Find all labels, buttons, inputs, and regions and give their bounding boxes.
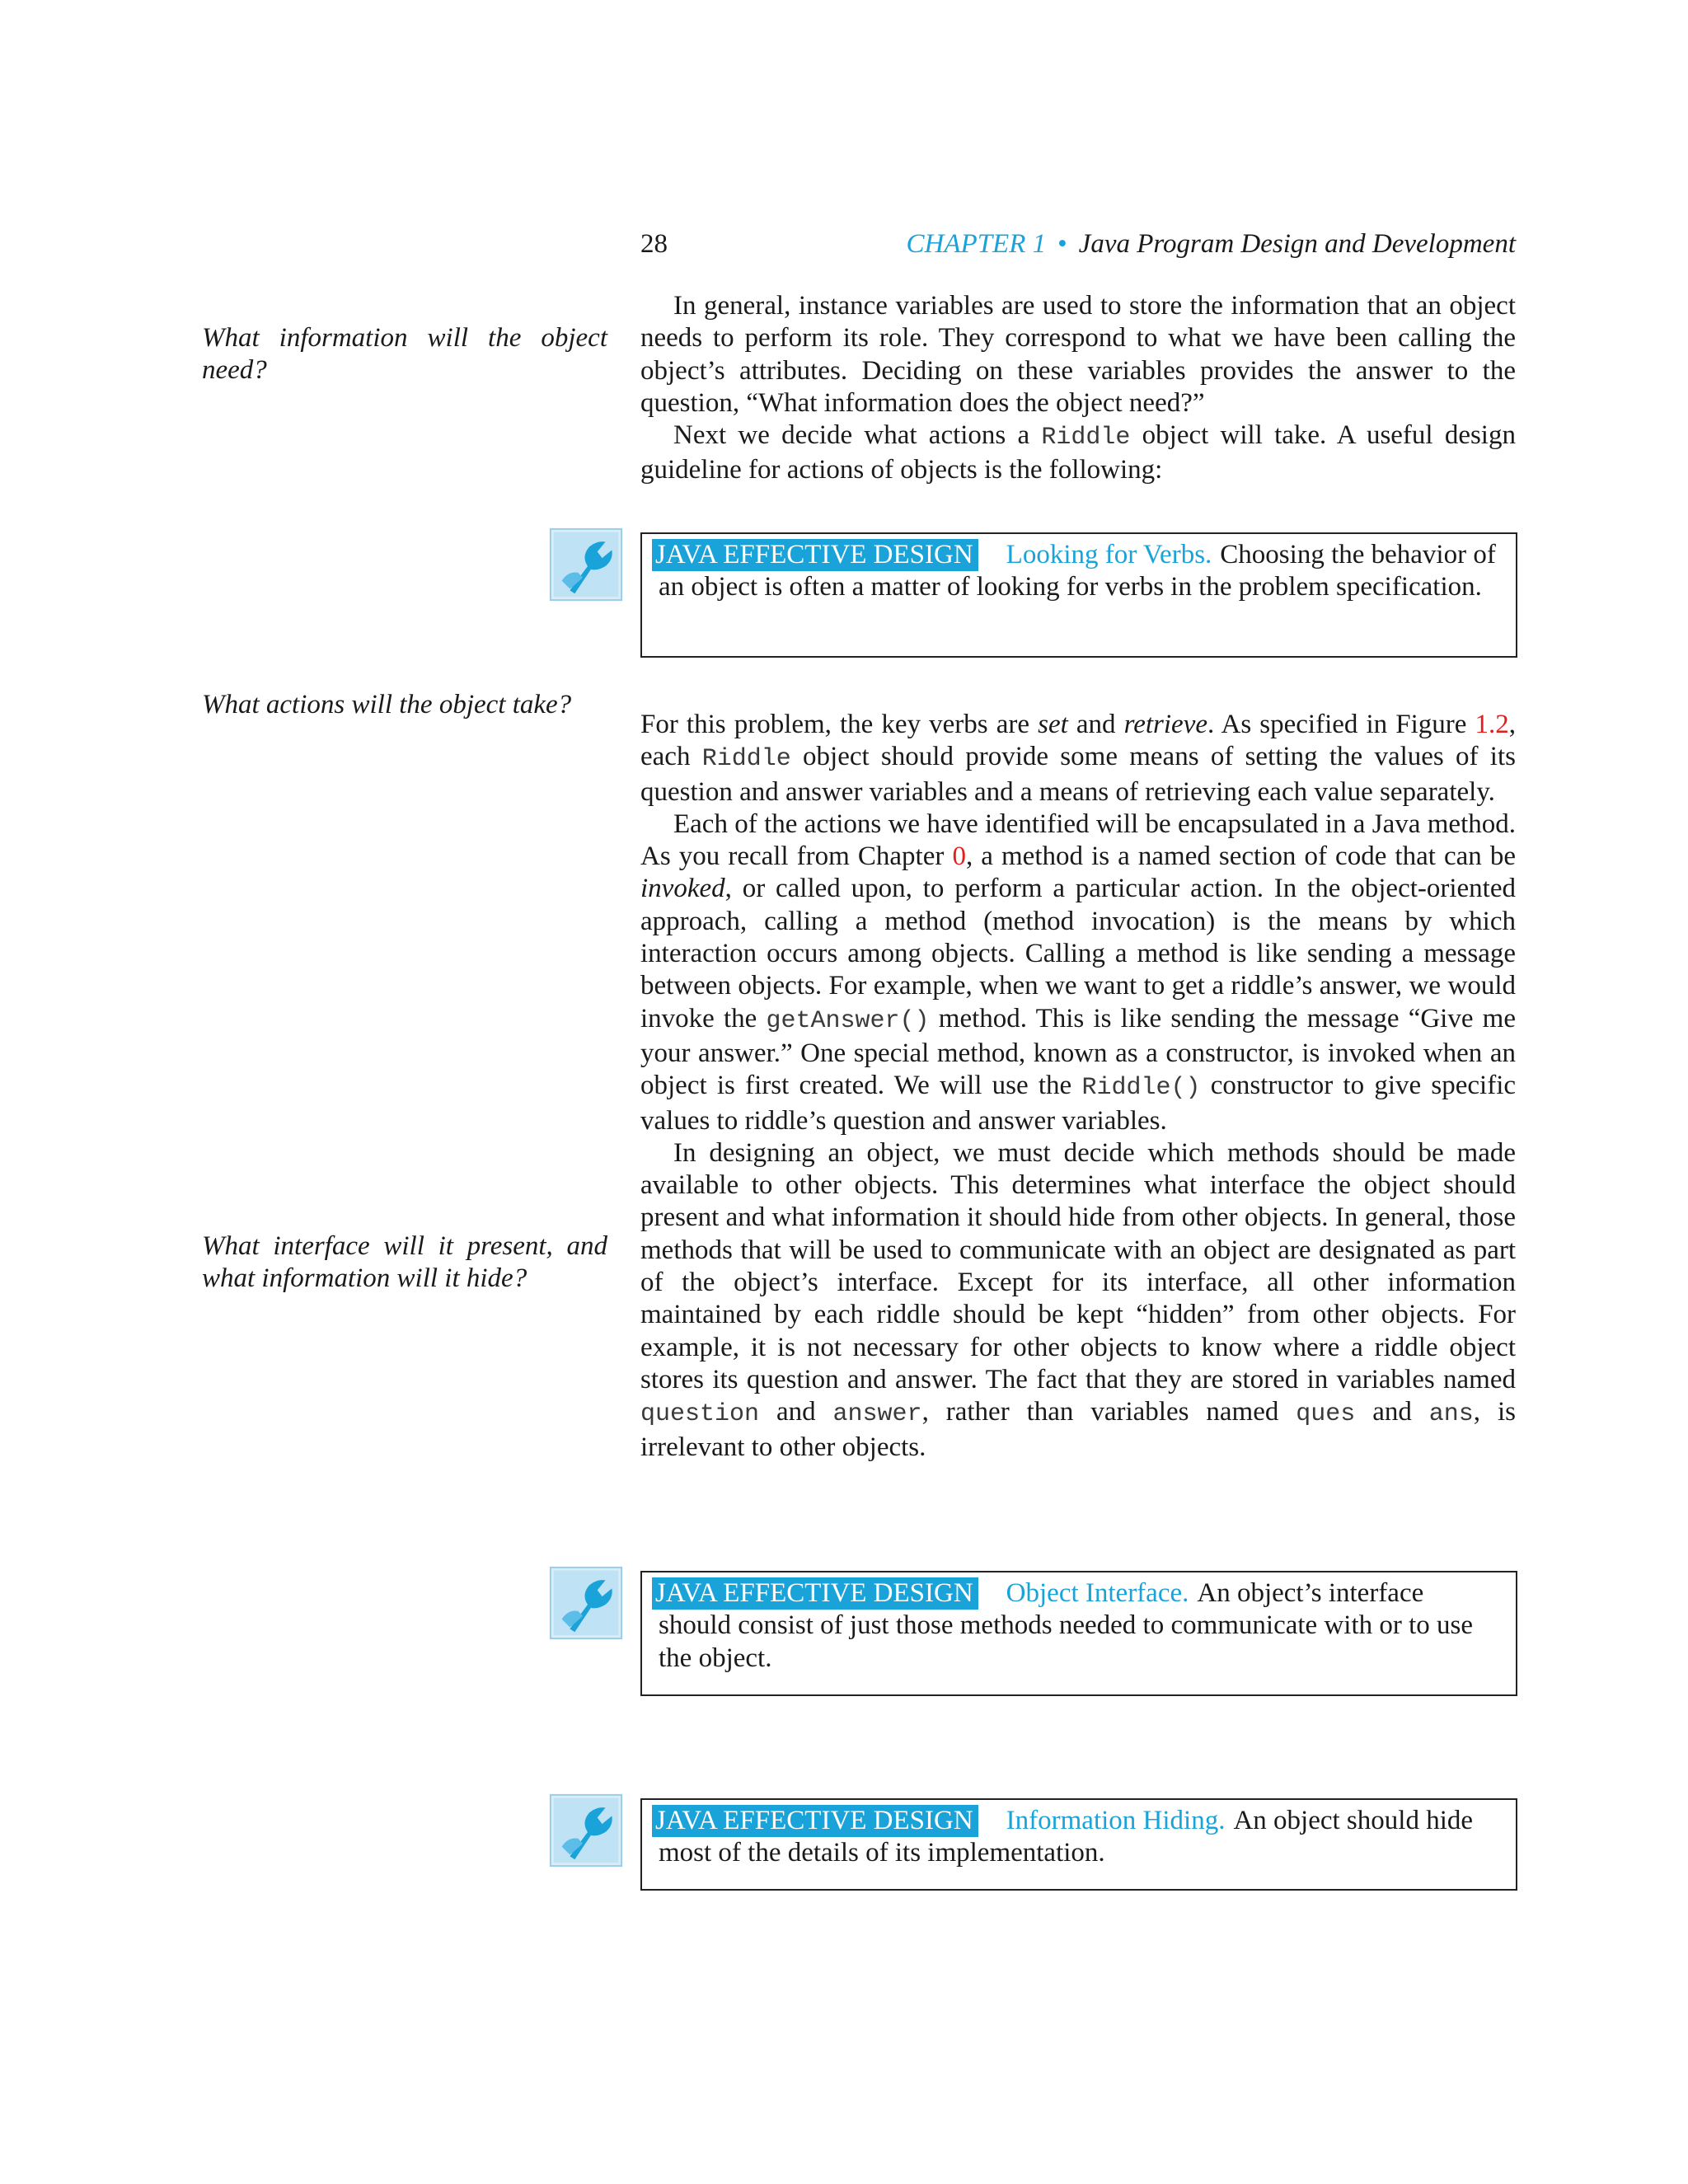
margin-note-information: What information will the object need? (202, 323, 607, 386)
code-riddle: Riddle (701, 745, 791, 774)
design-box-object-interface (640, 1571, 1517, 1696)
margin-note-actions: What actions will the object take? (202, 690, 572, 719)
paragraph-2: Next we decide what actions a Riddle object will take. A useful design guideline for actions of objects is the following: (640, 420, 1516, 485)
bullet: • (1057, 229, 1067, 259)
running-header (640, 229, 1516, 265)
body-block-1 (640, 290, 1516, 487)
design-box-looking-for-verbs (640, 532, 1517, 658)
code-riddle-constructor: Riddle() (1081, 1074, 1201, 1103)
wrench-and-hand-icon (546, 524, 626, 605)
wrench-and-hand-icon (546, 1790, 626, 1871)
design-title: Information Hiding. (1006, 1806, 1226, 1835)
design-badge: JAVA EFFECTIVE DESIGN (652, 539, 978, 571)
figure-link[interactable]: 1.2 (1475, 710, 1509, 739)
code-getanswer: getAnswer() (766, 1006, 930, 1035)
chapter-link[interactable]: 0 (952, 841, 966, 872)
code-ques: ques (1296, 1400, 1356, 1429)
design-title: Object Interface. (1006, 1578, 1189, 1608)
paragraph-5: In designing an object, we must decide which methods should be made available to other objects. This determines what interface the object should present and what information it should hide from other objects. In general, those methods that will be used to communicate with an object are designated as part of the object’s interface. Except for its interface, all other information maintained by each riddle should be kept “hidden” from other objects. For example, it is not necessary for other objects to know where a riddle object stores its question and answer. The fact that they are stored in variables named question and answer, rather than variables named ques and ans, is irrelevant to other objects. (640, 1137, 1516, 1462)
body-block-2 (640, 709, 1516, 1464)
wrench-and-hand-icon (546, 1563, 626, 1643)
design-box-information-hiding (640, 1798, 1517, 1891)
design-badge: JAVA EFFECTIVE DESIGN (652, 1805, 978, 1837)
book-title: Java Program Design and Development (1078, 229, 1516, 259)
code-riddle: Riddle (1041, 424, 1131, 452)
code-answer: answer (832, 1400, 922, 1429)
paragraph-4: Each of the actions we have identified will be encapsulated in a Java method. As you recall from Chapter 0, a method is a named section of code that can be invoked, or called upon, to perform a particular action. In the object-oriented approach, calling a method (method invocation) is the means by which interaction occurs among objects. Calling a method is like sending a message between objects. For example, when we want to get a riddle’s answer, we would invoke the getAnswer() method. This is like sending the message “Give me your answer.” One special method, known as a constructor, is invoked when an object is first created. We will use the Riddle() constructor to give specific values to riddle’s question and answer variables. (640, 808, 1517, 1136)
code-question: question (640, 1400, 760, 1429)
design-title: Looking for Verbs. (1006, 540, 1212, 569)
code-ans: ans (1428, 1400, 1474, 1429)
design-badge: JAVA EFFECTIVE DESIGN (652, 1577, 978, 1610)
paragraph-3: For this problem, the key verbs are set and retrieve. As specified in Figure 1.2, each Riddle object should provide some means of setting the values of its question and answer variables and a means of retrieving each value separately. (640, 710, 1516, 807)
running-title (907, 229, 1516, 260)
design-text: Choosing the behavior of an object is often a matter of looking for verbs in the problem specification. (659, 540, 1496, 602)
page-number: 28 (640, 229, 668, 259)
design-text: An object should hide most of the details of its implementation. (659, 1806, 1474, 1868)
paragraph-1: In general, instance variables are used to store the information that an object needs to perform its role. They correspond to what we have been calling the object’s attributes. Deciding on these variables provides the answer to the question, “What information does the object need?” (640, 291, 1516, 418)
margin-note-interface: What interface will it present, and what information will it hide? (202, 1231, 607, 1294)
design-text: An object’s interface should consist of just those methods needed to communicate with or to use the object. (659, 1578, 1474, 1673)
chapter-label: CHAPTER 1 (906, 229, 1047, 259)
